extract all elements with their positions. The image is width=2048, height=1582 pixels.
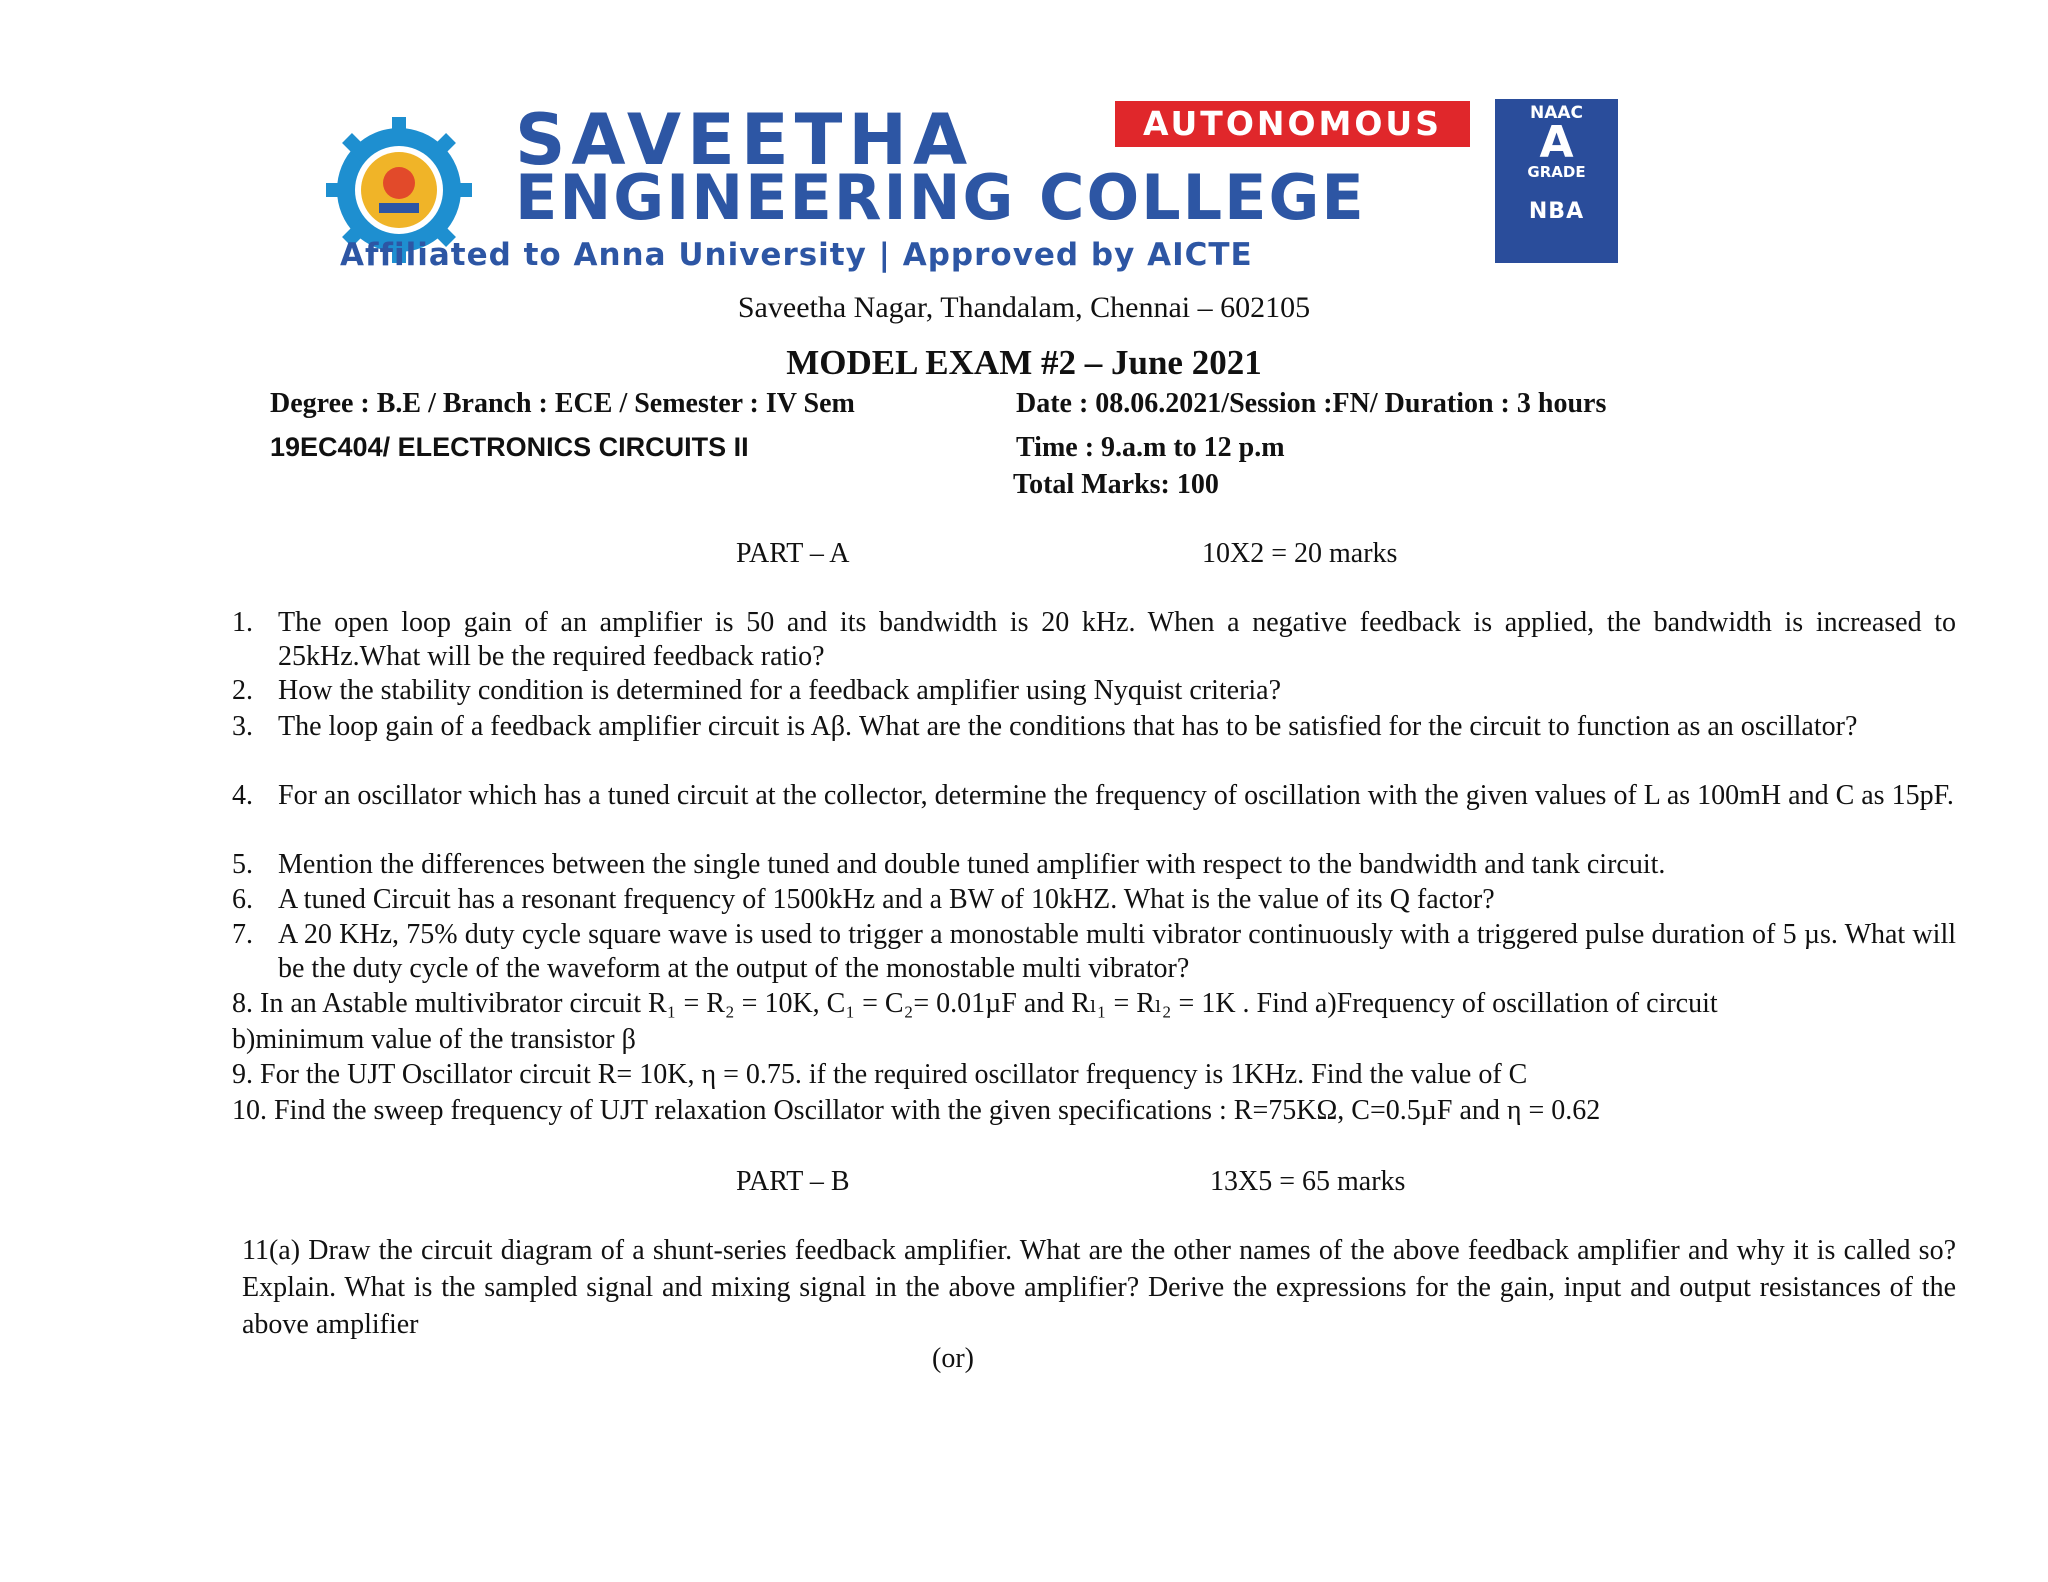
affiliation-text: Affiliated to Anna University | Approved by AICTE — [340, 237, 1253, 273]
question-number: 6. — [232, 884, 253, 915]
question-number: 1. — [232, 607, 253, 638]
question-text: Mention the differences between the single tuned and double tuned amplifier with respect to the bandwidth and tank circuit. — [278, 849, 1666, 880]
date-session-duration: Date : 08.06.2021/Session :FN/ Duration : 3 hours — [1016, 388, 1607, 419]
question-text: The loop gain of a feedback amplifier circuit is Aβ. What are the conditions that has to be satisfied for the circuit to function as an oscillator? — [278, 711, 1858, 742]
question-number: 3. — [232, 711, 253, 742]
question-text: A tuned Circuit has a resonant frequency of 1500kHz and a BW of 10kHZ. What is the value of its Q factor? — [278, 884, 1495, 915]
naac-nba-badge — [1495, 99, 1618, 263]
question-8-line-1: 8. In an Astable multivibrator circuit R₁ = R₂ = 10K, C₁ = C₂= 0.01µF and Rₗ₁ = Rₗ₂ = 1K . Find a)Frequency of oscillation of circuit — [232, 988, 1718, 1019]
question-text: The open loop gain of an amplifier is 50 and its bandwidth is 20 kHz. When a negative feedback is applied, the bandwidth is increased to 25kHz.What will be the required feedback ratio? — [278, 607, 1956, 672]
nba-logo-icon: NBA — [1528, 199, 1585, 224]
question-text: A 20 KHz, 75% duty cycle square wave is used to trigger a monostable multi vibrator continuously with a triggered pulse duration of 5 µs. What will be the duty cycle of the waveform at the output of the monostable multi vibrator? — [278, 919, 1956, 984]
exam-title: MODEL EXAM #2 – June 2021 — [786, 343, 1262, 382]
college-name-line2: ENGINEERING COLLEGE — [515, 161, 1366, 234]
question-9: 9. For the UJT Oscillator circuit R= 10K, η = 0.75. if the required oscillator frequency is 1KHz. Find the value of C — [232, 1059, 1528, 1090]
question-8-line-2: b)minimum value of the transistor β — [232, 1024, 636, 1055]
exam-time: Time : 9.a.m to 12 p.m — [1016, 432, 1285, 463]
college-address: Saveetha Nagar, Thandalam, Chennai – 602105 — [737, 291, 1311, 324]
college-name-line1: SAVEETHA — [515, 99, 974, 181]
naac-label: NAAC — [1529, 103, 1584, 123]
question-10: 10. Find the sweep frequency of UJT relaxation Oscillator with the given specifications : R=75KΩ, C=0.5µF and η = 0.62 — [232, 1095, 1601, 1126]
question-11a: 11(a) Draw the circuit diagram of a shunt-series feedback amplifier. What are the other names of the above feedback amplifier and why it is called so? Explain. What is the sampled signal and mixing signal in the above amplifier? Derive the expressions for the gain, input and output resistances of the above amplifier — [242, 1235, 1956, 1340]
naac-grade-letter: A — [1539, 117, 1574, 168]
question-text: For an oscillator which has a tuned circuit at the collector, determine the frequency of oscillation with the given values of L as 100mH and C as 15pF. — [278, 780, 1954, 811]
total-marks: Total Marks: 100 — [1013, 469, 1219, 500]
question-number: 7. — [232, 919, 253, 950]
part-a-marks: 10X2 = 20 marks — [1202, 538, 1398, 569]
naac-grade-word: GRADE — [1527, 163, 1586, 181]
question-number: 2. — [232, 675, 253, 706]
or-separator: (or) — [932, 1343, 974, 1374]
question-text: How the stability condition is determined for a feedback amplifier using Nyquist criteria? — [278, 675, 1282, 706]
part-b-title: PART – B — [736, 1166, 850, 1197]
college-banner — [320, 95, 1625, 273]
autonomous-badge: AUTONOMOUS — [1115, 101, 1470, 147]
degree-branch-semester: Degree : B.E / Branch : ECE / Semester : IV Sem — [270, 388, 855, 419]
course-code-title: 19EC404/ ELECTRONICS CIRCUITS II — [270, 432, 749, 462]
part-a-title: PART – A — [736, 538, 850, 569]
part-b-marks: 13X5 = 65 marks — [1210, 1166, 1406, 1197]
question-number: 5. — [232, 849, 253, 880]
question-number: 4. — [232, 780, 253, 811]
